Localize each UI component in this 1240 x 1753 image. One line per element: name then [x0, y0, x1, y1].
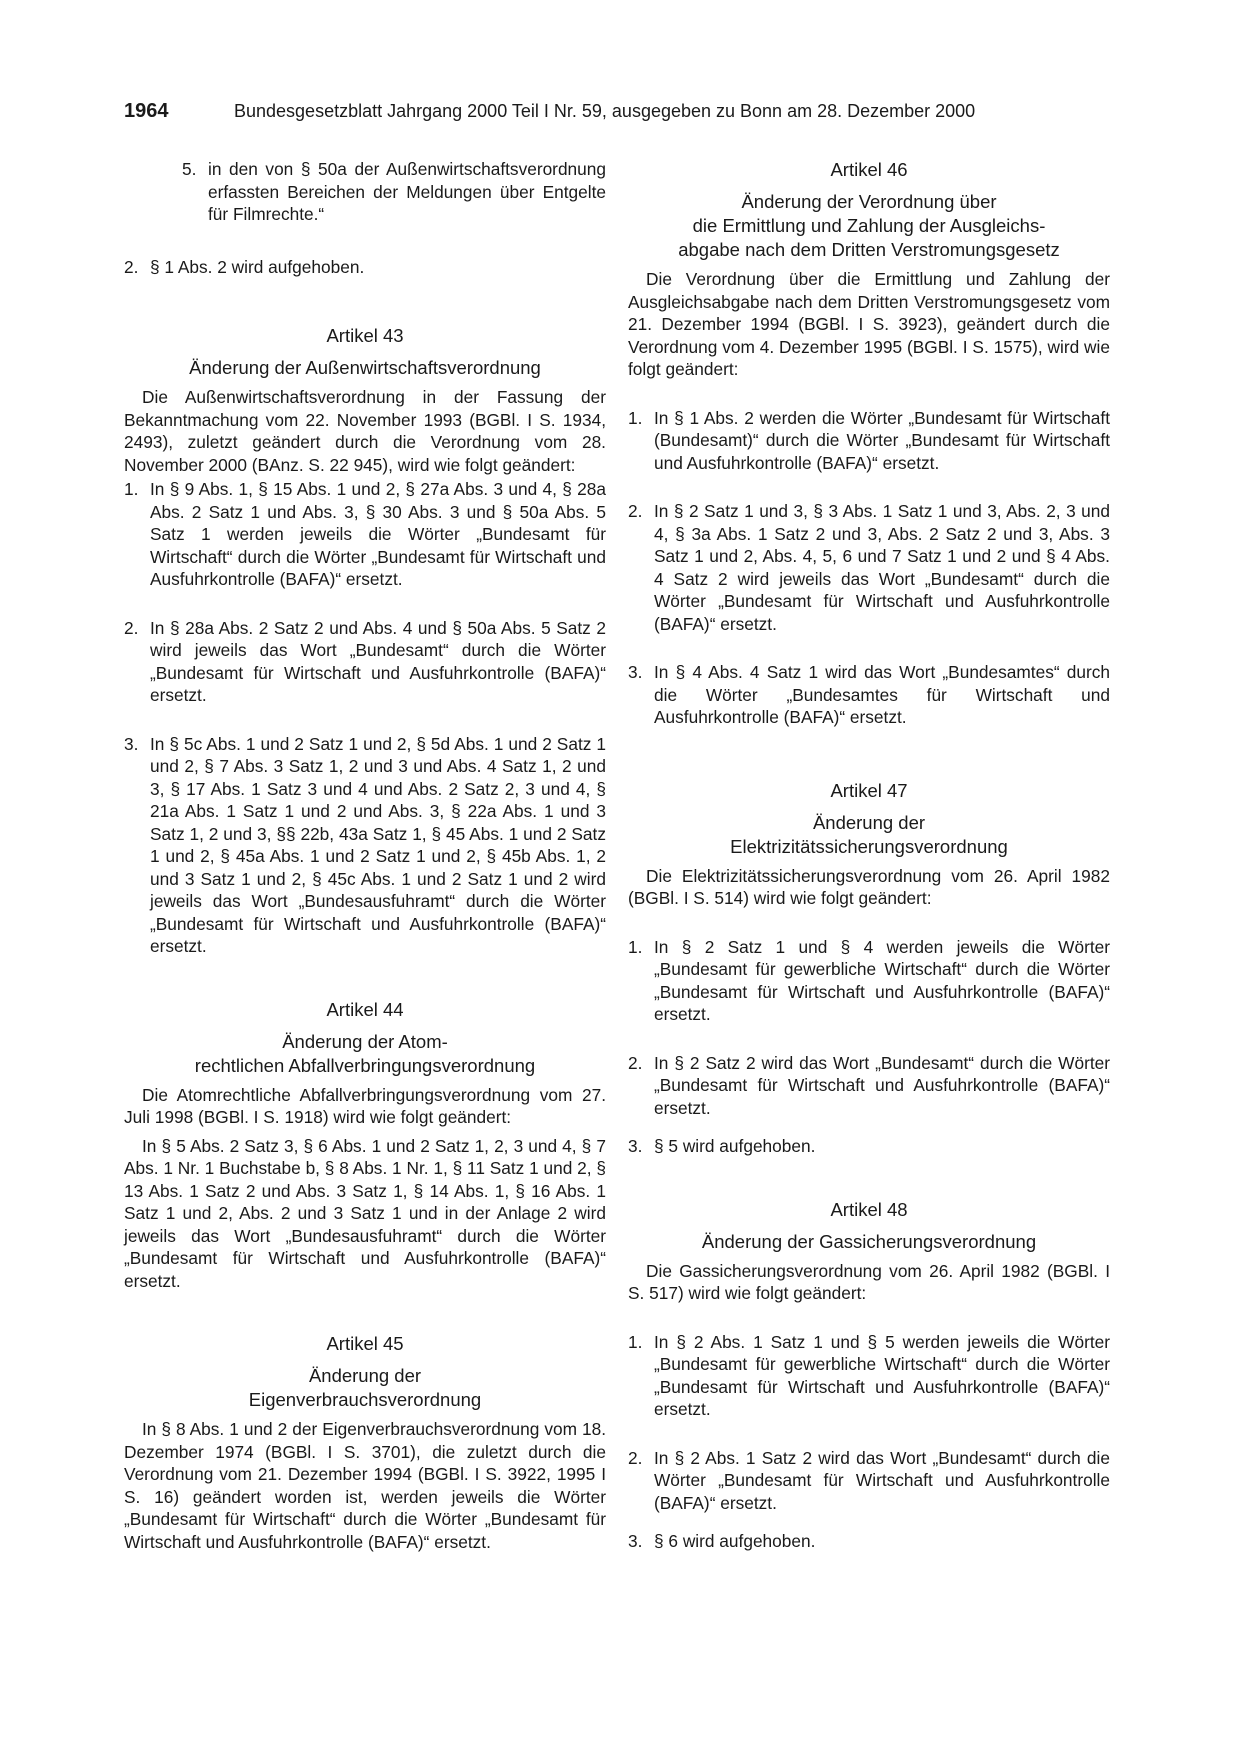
item-number: 3.	[124, 733, 139, 754]
item-number: 3.	[628, 1531, 643, 1551]
item-number: 2.	[628, 501, 643, 521]
article-45-heading: Artikel 45	[326, 1333, 404, 1354]
article-48-heading: Artikel 48	[830, 1198, 908, 1220]
left-column	[124, 158, 606, 1553]
item-text: In § 2 Satz 2 wird das Wort „Bundesamt“ durch die Wörter „Bundesamt für Wirtschaft und Ausfuhrkontrolle (BAFA)“ ersetzt.	[654, 1052, 1110, 1118]
article-46-item-1	[628, 407, 1110, 475]
article-43-title: Änderung der Außenwirtschaftsverordnung	[189, 357, 541, 378]
item-text: In § 2 Abs. 1 Satz 1 und § 5 werden jeweils die Wörter „Bundesamt für gewerbliche Wirtschaft“ durch die Wörter „Bundesamt für Wirtschaft und Ausfuhrkontrolle (BAFA)“ ersetzt.	[654, 1331, 1110, 1419]
article-46-item-2	[628, 500, 1110, 635]
article-46-title-line-2: die Ermittlung und Zahlung der Ausgleichs-	[692, 215, 1046, 236]
article-44-title-line-2: rechtlichen Abfallverbringungsverordnung	[194, 1054, 536, 1076]
article-44-title-line-1: Änderung der Atom-	[282, 1030, 448, 1052]
right-column	[628, 158, 1110, 1553]
item-number: 1.	[124, 479, 139, 499]
article-47-item-1	[628, 936, 1110, 1026]
article-43-item-1	[124, 478, 606, 591]
item-text: In § 1 Abs. 2 werden die Wörter „Bundesamt für Wirtschaft (Bundesamt)“ durch die Wörter „Bundesamt für Wirtschaft und Ausfuhrkontrolle (BAFA)“ ersetzt.	[654, 407, 1110, 473]
article-44-title	[124, 1030, 606, 1078]
article-47-heading: Artikel 47	[830, 779, 908, 801]
item-number: 1.	[628, 1331, 643, 1352]
article-47-intro: Die Elektrizitätssicherungsverordnung vom 26. April 1982 (BGBl. I S. 514) wird wie folgt geändert:	[628, 865, 1110, 908]
article-47-item-2	[628, 1052, 1110, 1120]
item-text: In § 4 Abs. 4 Satz 1 wird das Wort „Bundesamtes“ durch die Wörter „Bundesamtes für Wirtschaft und Ausfuhrkontrolle (BAFA)“ ersetzt.	[654, 662, 1110, 727]
page-header	[124, 100, 1124, 122]
article-47-title-line-1: Änderung der	[812, 811, 926, 833]
continued-item-5	[124, 158, 606, 226]
article-47-item-3	[628, 1135, 1110, 1158]
item-text: § 6 wird aufgehoben.	[654, 1531, 816, 1551]
header-title: Bundesgesetzblatt Jahrgang 2000 Teil I Nr. 59, ausgegeben zu Bonn am 28. Dezember 2000	[234, 101, 976, 121]
article-48-title: Änderung der Gassicherungsverordnung	[701, 1230, 1037, 1252]
item-number: 2.	[628, 1052, 643, 1073]
item-number: 3.	[628, 662, 643, 682]
article-48-item-3	[628, 1530, 1110, 1553]
continued-item-2	[124, 256, 606, 279]
article-46-title-line-1: Änderung der Verordnung über	[741, 191, 997, 212]
item-number: 2.	[628, 1447, 643, 1468]
article-43-heading: Artikel 43	[326, 325, 404, 346]
article-48-item-1	[628, 1331, 1110, 1421]
article-46-title	[628, 190, 1110, 262]
article-48-intro: Die Gassicherungsverordnung vom 26. April 1982 (BGBl. I S. 517) wird wie folgt geändert:	[628, 1260, 1110, 1303]
item-text: In § 5c Abs. 1 und 2 Satz 1 und 2, § 5d Abs. 1 und 2 Satz 1 und 2, § 7 Abs. 3 Satz 1, 2 und 3 und Abs. 4 Satz 1, 2 und 3, § 17 Abs. 1 Satz 3 und 4 und Abs. 2 Satz 2, 3 und 4, § 21a Abs. 1 Satz 1 und 2 und Abs. 3, § 22a Abs. 1 und 3 Satz 1, 2 und 3, §§ 22b, 43a Satz 1, § 45 Abs. 1 und 2 Satz 1 und 2, § 45a Abs. 1 und 2 Satz 1 und 2, § 45b Abs. 1, 2 und 3 Satz 1 und 2, § 45c Abs. 1 und 2 Satz 1 und 2 wird jeweils das Wort „Bundesausfuhramt“ durch die Wörter „Bundesamt für Wirtschaft und Ausfuhrkontrolle (BAFA)“ ersetzt.	[150, 733, 606, 956]
article-43-intro: Die Außenwirtschaftsverordnung in der Fassung der Bekanntmachung vom 22. November 1993 (BGBl. I S. 1934, 2493), zuletzt geändert durch die Verordnung vom 28. November 2000 (BAnz. S. 22 945), wird wie folgt geändert:	[124, 387, 606, 475]
item-text: in den von § 50a der Außenwirtschaftsverordnung erfassten Bereichen der Meldungen über Entgelte für Filmrechte.“	[208, 159, 606, 224]
item-number: 1.	[628, 936, 643, 957]
article-45-title	[124, 1364, 606, 1412]
article-46-item-3	[628, 661, 1110, 729]
article-45-title-line-1: Änderung der	[308, 1365, 422, 1386]
article-44-intro: Die Atomrechtliche Abfallverbringungsverordnung vom 27. Juli 1998 (BGBl. I S. 1918) wird wie folgt geändert:	[124, 1084, 606, 1127]
item-text: In § 28a Abs. 2 Satz 2 und Abs. 4 und § 50a Abs. 5 Satz 2 wird jeweils das Wort „Bundesamt“ durch die Wörter „Bundesamt für Wirtschaft und Ausfuhrkontrolle (BAFA)“ ersetzt.	[150, 617, 606, 705]
item-number: 2.	[124, 256, 139, 277]
item-number: 2.	[124, 617, 139, 638]
item-text: In § 2 Satz 1 und § 4 werden jeweils die Wörter „Bundesamt für gewerbliche Wirtschaft“ durch die Wörter „Bundesamt für Wirtschaft und Ausfuhrkontrolle (BAFA)“ ersetzt.	[654, 936, 1110, 1024]
item-text: § 5 wird aufgehoben.	[654, 1136, 816, 1156]
item-number: 5.	[182, 159, 197, 179]
article-46-heading: Artikel 46	[830, 159, 908, 180]
item-number: 1.	[628, 407, 643, 428]
article-44-body: In § 5 Abs. 2 Satz 3, § 6 Abs. 1 und 2 Satz 1, 2, 3 und 4, § 7 Abs. 1 Nr. 1 Buchstabe b, § 8 Abs. 1 Nr. 1, § 11 Satz 1 und 2, § 13 Abs. 1 Satz 2 und Abs. 3 Satz 1, § 14 Abs. 1, § 16 Abs. 1 Satz 1 und 2, Abs. 2 und 3 Satz 1 und in der Anlage 2 wird jeweils das Wort „Bundesausfuhramt“ durch die Wörter „Bundesamt für Wirtschaft und Ausfuhrkontrolle (BAFA)“ ersetzt.	[124, 1135, 606, 1291]
article-45-body: In § 8 Abs. 1 und 2 der Eigenverbrauchsverordnung vom 18. Dezember 1974 (BGBl. I S. 3701), die zuletzt durch die Verordnung vom 21. Dezember 1994 (BGBl. I S. 3922, 1995 I S. 16) geändert worden ist, werden jeweils die Wörter „Bundesamt für Wirtschaft“ durch die Wörter „Bundesamt für Wirtschaft und Ausfuhrkontrolle (BAFA)“ ersetzt.	[124, 1419, 606, 1552]
article-44-heading: Artikel 44	[326, 998, 404, 1020]
item-text: In § 2 Satz 1 und 3, § 3 Abs. 1 Satz 1 und 3, Abs. 2, 3 und 4, § 3a Abs. 1 Satz 2 und 3, Abs. 2 Satz 2 und 3, Abs. 3 Satz 1 und 2, Abs. 4, 5, 6 und 7 Satz 1 und 2 und § 4 Abs. 4 Satz 2 wird jeweils das Wort „Bundesamt“ durch die Wörter „Bundesamt für Wirtschaft und Ausfuhrkontrolle (BAFA)“ ersetzt.	[654, 501, 1110, 634]
item-text: In § 9 Abs. 1, § 15 Abs. 1 und 2, § 27a Abs. 3 und 4, § 28a Abs. 2 Satz 1 und Abs. 3, § 30 Abs. 3 und § 50a Abs. 5 Satz 1 werden jeweils die Wörter „Bundesamt für Wirtschaft“ durch die Wörter „Bundesamt für Wirtschaft und Ausfuhrkontrolle (BAFA)“ ersetzt.	[150, 479, 606, 589]
article-48-item-2	[628, 1447, 1110, 1515]
article-46-intro: Die Verordnung über die Ermittlung und Zahlung der Ausgleichsabgabe nach dem Dritten Verstromungsgesetz vom 21. Dezember 1994 (BGBl. I S. 3923), geändert durch die Verordnung vom 4. Dezember 1995 (BGBl. I S. 1575), wird wie folgt geändert:	[628, 269, 1110, 379]
article-47-title-line-2: Elektrizitätssicherungsverordnung	[730, 835, 1008, 857]
article-45-title-line-2: Eigenverbrauchsverordnung	[248, 1389, 482, 1410]
article-43-item-2	[124, 617, 606, 707]
page-number: 1964	[124, 100, 169, 122]
article-47-title	[628, 811, 1110, 859]
article-46-title-line-3: abgabe nach dem Dritten Verstromungsgesetz	[678, 239, 1060, 260]
article-43-item-3	[124, 733, 606, 958]
item-text: § 1 Abs. 2 wird aufgehoben.	[150, 256, 365, 277]
item-text: In § 2 Abs. 1 Satz 2 wird das Wort „Bundesamt“ durch die Wörter „Bundesamt für Wirtschaft und Ausfuhrkontrolle (BAFA)“ ersetzt.	[654, 1447, 1110, 1513]
item-number: 3.	[628, 1136, 643, 1156]
